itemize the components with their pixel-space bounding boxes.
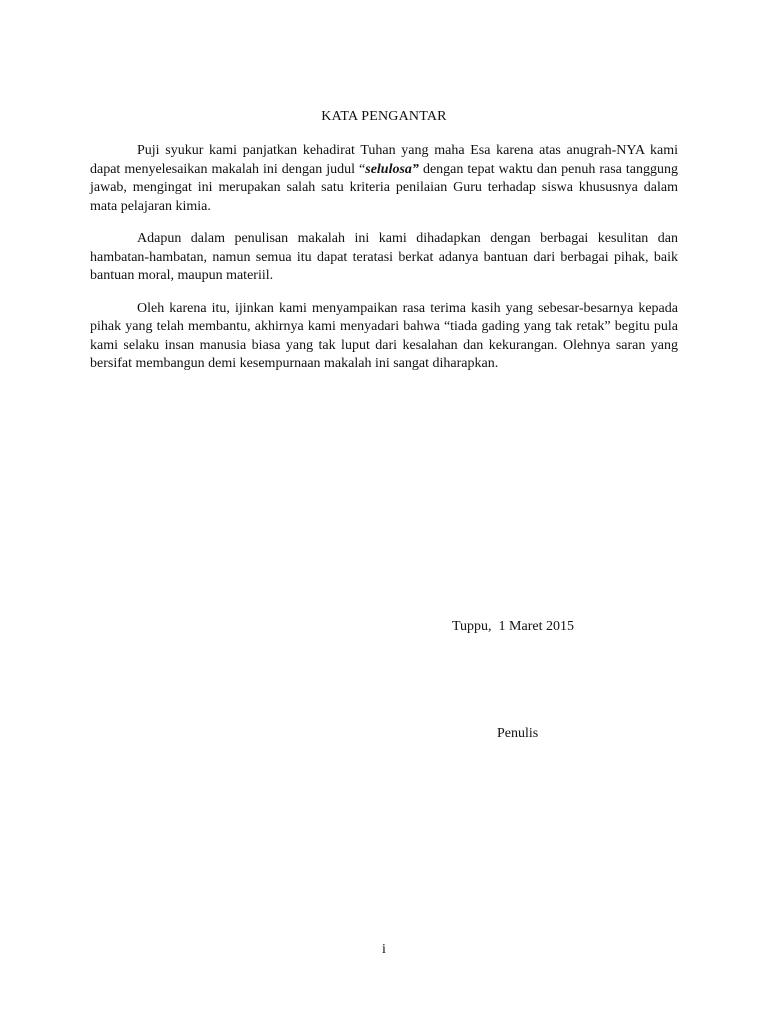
document-title: KATA PENGANTAR [321, 109, 447, 124]
document-body [90, 142, 678, 388]
paragraph-1-after: dengan tepat waktu dan penuh rasa tanggung jawab, mengingat ini merupakan salah satu kriteria penilaian Guru terhadap siswa khususnya dalam mata pelajaran kimia. [90, 161, 678, 214]
paragraph-1 [90, 142, 678, 216]
paragraph-1-before: Puji syukur kami panjatkan kehadirat Tuhan yang maha Esa karena atas anugrah-NYA kami dapat menyelesaikan makalah ini dengan judul “ [90, 143, 678, 177]
paragraph-1-emphasis: selulosa” [365, 161, 419, 177]
author-signature: Penulis [497, 726, 539, 741]
place-date: Tuppu, 1 Maret 2015 [452, 619, 574, 634]
paragraph-3: Oleh karena itu, ijinkan kami menyampaikan rasa terima kasih yang sebesar-besarnya kepada pihak yang telah membantu, akhirnya kami menyadari bahwa “tiada gading yang tak retak” begitu pula kami selaku insan manusia biasa yang tak luput dari kesalahan dan kekurangan. Olehnya saran yang bersifat membangun demi kesempurnaan makalah ini sangat diharapkan. [90, 300, 678, 371]
paragraph-2: Adapun dalam penulisan makalah ini kami dihadapkan dengan berbagai kesulitan dan hambatan-hambatan, namun semua itu dapat teratasi berkat adanya bantuan dari berbagai pihak, baik bantuan moral, maupun materiil. [90, 231, 678, 283]
page-number: i [382, 942, 386, 957]
